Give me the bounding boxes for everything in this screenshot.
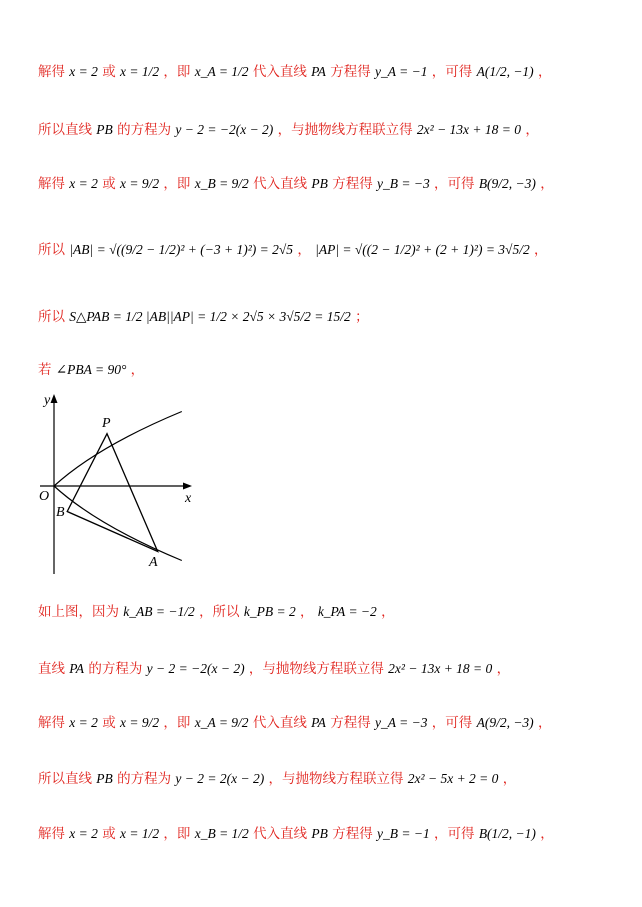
math: y − 2 = −2(x − 2) <box>175 122 274 137</box>
math: A(1/2, −1) <box>476 64 534 79</box>
text: 代入直线 <box>253 176 308 192</box>
math: PB <box>96 771 113 786</box>
text: ， <box>540 176 554 192</box>
point-p-label: P <box>102 416 111 431</box>
text: 解得 <box>38 176 65 192</box>
line-9 <box>38 711 551 731</box>
text: 或 <box>102 176 116 192</box>
text: 的方程为 <box>117 771 172 787</box>
math: PA <box>311 715 326 730</box>
text: ，即 <box>163 176 191 192</box>
line-8 <box>38 657 510 677</box>
triangle-pab <box>67 434 158 552</box>
line-5 <box>38 305 369 325</box>
text: 如上图，因为 <box>38 604 119 620</box>
line-11 <box>38 822 554 842</box>
math: x_A = 1/2 <box>194 64 249 79</box>
math: x_A = 9/2 <box>194 715 249 730</box>
math: x_B = 9/2 <box>194 176 249 191</box>
line-10 <box>38 767 516 787</box>
text: ， <box>540 826 554 842</box>
math: 2x² − 5x + 2 = 0 <box>407 771 499 786</box>
x-axis-label: x <box>185 491 192 506</box>
figure-svg <box>30 390 210 580</box>
text: ， <box>525 122 539 138</box>
math: ∠PBA = 90° <box>55 362 127 377</box>
math: A(9/2, −3) <box>476 715 534 730</box>
text: ，可得 <box>434 176 475 192</box>
math: PA <box>69 661 85 676</box>
math: x = 1/2 <box>120 826 160 841</box>
text: ，可得 <box>434 826 475 842</box>
text: ， <box>381 604 395 620</box>
math: B(9/2, −3) <box>478 176 536 191</box>
math: |AP| = √((2 − 1/2)² + (2 + 1)²) = 3√5/2 <box>315 242 530 257</box>
text: 方程得 <box>332 176 373 192</box>
text: ，即 <box>163 715 191 731</box>
line-1 <box>38 60 551 80</box>
text: ，所以 <box>199 604 240 620</box>
text: ； <box>355 309 369 325</box>
text: 代入直线 <box>253 826 308 842</box>
text: 直线 <box>38 661 65 677</box>
math: x = 9/2 <box>120 176 160 191</box>
math: x_B = 1/2 <box>194 826 249 841</box>
text: ， <box>534 242 548 258</box>
math: x = 2 <box>69 64 98 79</box>
x-axis-arrow <box>183 483 192 490</box>
text: 方程得 <box>330 64 371 80</box>
math: PB <box>311 176 328 191</box>
text: ，即 <box>163 64 191 80</box>
text: ， <box>297 242 311 258</box>
math: |AB| = √((9/2 − 1/2)² + (−3 + 1)²) = 2√5 <box>69 242 294 257</box>
math: 2x² − 13x + 18 = 0 <box>388 661 493 676</box>
line-3 <box>38 172 554 192</box>
line-7 <box>38 600 395 620</box>
math: B(1/2, −1) <box>478 826 536 841</box>
text: 或 <box>102 64 116 80</box>
math: 2x² − 13x + 18 = 0 <box>416 122 522 137</box>
line-6 <box>38 358 144 378</box>
point-b-label: B <box>56 505 65 520</box>
math: x = 9/2 <box>120 715 160 730</box>
text: 若 <box>38 362 52 378</box>
math: x = 1/2 <box>120 64 160 79</box>
math: k_PA = −2 <box>317 604 377 619</box>
text: ，与抛物线方程联立得 <box>268 771 404 787</box>
origin-label: O <box>39 489 50 504</box>
text: 所以直线 <box>38 771 92 787</box>
text: 的方程为 <box>88 661 143 677</box>
math: y_A = −3 <box>375 715 428 730</box>
math: y_B = −1 <box>377 826 430 841</box>
text: ， <box>537 715 552 731</box>
text: 解得 <box>38 64 65 80</box>
text: 所以 <box>38 242 65 258</box>
math: y − 2 = −2(x − 2) <box>146 661 245 676</box>
math: PB <box>311 826 328 841</box>
line-4 <box>38 238 548 258</box>
text: 解得 <box>38 715 65 731</box>
point-a-label: A <box>149 555 158 570</box>
text: 方程得 <box>332 826 373 842</box>
text: 解得 <box>38 826 65 842</box>
math: x = 2 <box>69 826 98 841</box>
text: 所以 <box>38 309 65 325</box>
line-2 <box>38 118 539 138</box>
text: 代入直线 <box>252 715 307 731</box>
text: ， <box>537 64 552 80</box>
text: ， <box>300 604 314 620</box>
math: S△PAB = 1/2 |AB||AP| = 1/2 × 2√5 × 3√5/2 = 15/2 <box>69 309 351 324</box>
text: ， <box>496 661 511 677</box>
y-axis-arrow <box>51 394 58 403</box>
text: 或 <box>102 715 116 731</box>
text: ，即 <box>163 826 191 842</box>
text: ， <box>502 771 517 787</box>
text: ， <box>130 362 145 378</box>
text: 方程得 <box>330 715 371 731</box>
text: 的方程为 <box>117 122 172 138</box>
math: x = 2 <box>69 715 98 730</box>
math: y − 2 = 2(x − 2) <box>175 771 265 786</box>
math: x = 2 <box>69 176 98 191</box>
text: 所以直线 <box>38 122 92 138</box>
math: y_A = −1 <box>375 64 428 79</box>
parabola-figure <box>30 390 210 580</box>
math: k_AB = −1/2 <box>123 604 195 619</box>
text: ，与抛物线方程联立得 <box>277 122 413 138</box>
math: k_PB = 2 <box>243 604 296 619</box>
math: y_B = −3 <box>377 176 430 191</box>
y-axis-label: y <box>44 393 51 408</box>
text: ，可得 <box>431 715 473 731</box>
math: PA <box>311 64 326 79</box>
text: 代入直线 <box>252 64 307 80</box>
text: ，与抛物线方程联立得 <box>248 661 384 677</box>
text: 或 <box>102 826 116 842</box>
text: ，可得 <box>431 64 473 80</box>
math: PB <box>96 122 113 137</box>
